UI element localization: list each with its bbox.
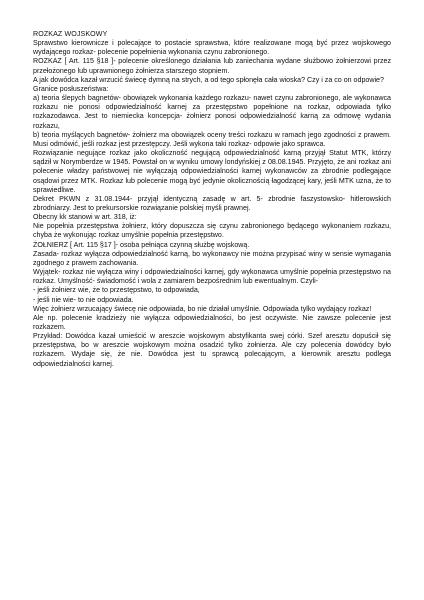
paragraph: b) teoria myślących bagnetów- żołnierz ma obowiązek oceny treści rozkazu w ramach jego zgodności z prawem. Musi odmówić, jeśli rozkaz jest przestępczy. Jeśli wykona taki rozkaz- odpowie jako sprawca. bbox=[33, 130, 391, 148]
document-title: ROZKAZ WOJSKOWY bbox=[33, 30, 108, 38]
paragraph: a) teoria ślepych bagnetów- obowiązek wykonania każdego rozkazu- nawet czynu zabronionego, ale wykonawca rozkazu nie ponosi odpowiedzialność karnej za przestępstwo popełnione na rozkaz, odpowiada tylko rozkazodawca. Jest to niemiecka koncepcja- żołnierz ponosi odpowiedzialność karną za odmowę wydania rozkazu, bbox=[33, 94, 391, 130]
paragraph: ŻOŁNIERZ [ Art. 115 §17 ]- osoba pełniąca czynną służbę wojskową. bbox=[33, 240, 250, 249]
paragraph: Obecny kk stanowi w art. 318, iż: bbox=[33, 213, 137, 222]
paragraph: Sprawstwo kierownicze i polecające to postacie sprawstwa, które realizowane mogą być przez wojskowego wydającego rozkaz- polecenie popełnienia wykonania czynu zabronionego. bbox=[33, 39, 391, 57]
paragraph: ROZKAZ [ Art. 115 §18 ]- polecenie określonego działania lub zaniechania wydane służbowo żołnierzowi przez przełożonego lub uprawnionego żołnierza starszego stopniem. bbox=[33, 57, 391, 75]
paragraph: Nie popełnia przestępstwa żołnierz, który dopuszcza się czynu zabronionego będącego wykonaniem rozkazu, chyba że wykonując rozkaz umyślnie popełnia przestępstwo. bbox=[33, 222, 391, 240]
paragraph: Granice posłuszeństwa: bbox=[33, 84, 109, 93]
paragraph: Przykład: Dowódca kazał umieścić w areszcie wojskowym abstyfikanta swej córki. Szef aresztu dopuścił się przestępstwa, bo w areszcie wojskowym można osadzić tylko żołnierza. Ale czy polecenia dowódcy było rozkazem. Wydaje się, że nie. Dowódca jest tu sprawcą polecającym, a kierownik aresztu podlega odpowiedzialności karnej. bbox=[33, 332, 391, 368]
document-body bbox=[33, 39, 391, 369]
paragraph: Ale np. polecenie kradzieży nie wyłącza odpowiedzialności, bo jest oczywiste. Nie zawsze polecenie jest rozkazem. bbox=[33, 313, 391, 331]
paragraph: Wyjątek- rozkaz nie wyłącza winy i odpowiedzialności karnej, gdy wykonawca umyślnie popełnia przestępstwo na rozkaz. Umyślność- świadomość i wola z zamiarem bezpośrednim lub ewentualnym. Czyli- bbox=[33, 268, 391, 286]
paragraph: A jak dowódca kazał wrzucić świecę dymną na strych, a od tego spłonęła cała wioska? Czy i za co on odpowie? bbox=[33, 75, 384, 84]
paragraph: Więc żołnierz wrzucający świecę nie odpowiada, bo nie działał umyślnie. Odpowiada tylko wydający rozkaz! bbox=[33, 304, 372, 313]
paragraph: - jeśli żołnierz wie, że to przestępstwo, to odpowiada, bbox=[33, 286, 200, 295]
paragraph: Dekret PKWN z 31.08.1944- przyjął identyczną zasadę w art. 5- zbrodnie faszystowsko- hitlerowskich zbrodniarzy. Jest to prekursorskie rozwiązanie polskiej myśli prawnej. bbox=[33, 194, 391, 212]
paragraph: Rozwiązanie negujące rozkaz jako okoliczność negującą odpowiedzialność karną przyjął Statut MTK, którzy sądził w Norymberdze w 1945. Powstał on w wyniku umowy londyńskiej z 08.08.1945. Przyjęto, że ani rozkaz ani polecenie władzy państwowej nie wyłączają odpowiedzialności karnej wykonawców za zbrodnie podlegające osądowi przez MTK. Rozkaz lub polecenie mogą być jedynie okolicznością łagodzącej kary, jeśli MTK uzna, że to sprawiedliwe. bbox=[33, 149, 391, 194]
paragraph: Zasada- rozkaz wyłącza odpowiedzialność karną, bo wykonawcy nie można przypisać winy w sensie wymagania zgodnego z prawem zachowania. bbox=[33, 249, 391, 267]
paragraph: - jeśli nie wie- to nie odpowiada. bbox=[33, 295, 134, 304]
document-page bbox=[33, 30, 391, 586]
